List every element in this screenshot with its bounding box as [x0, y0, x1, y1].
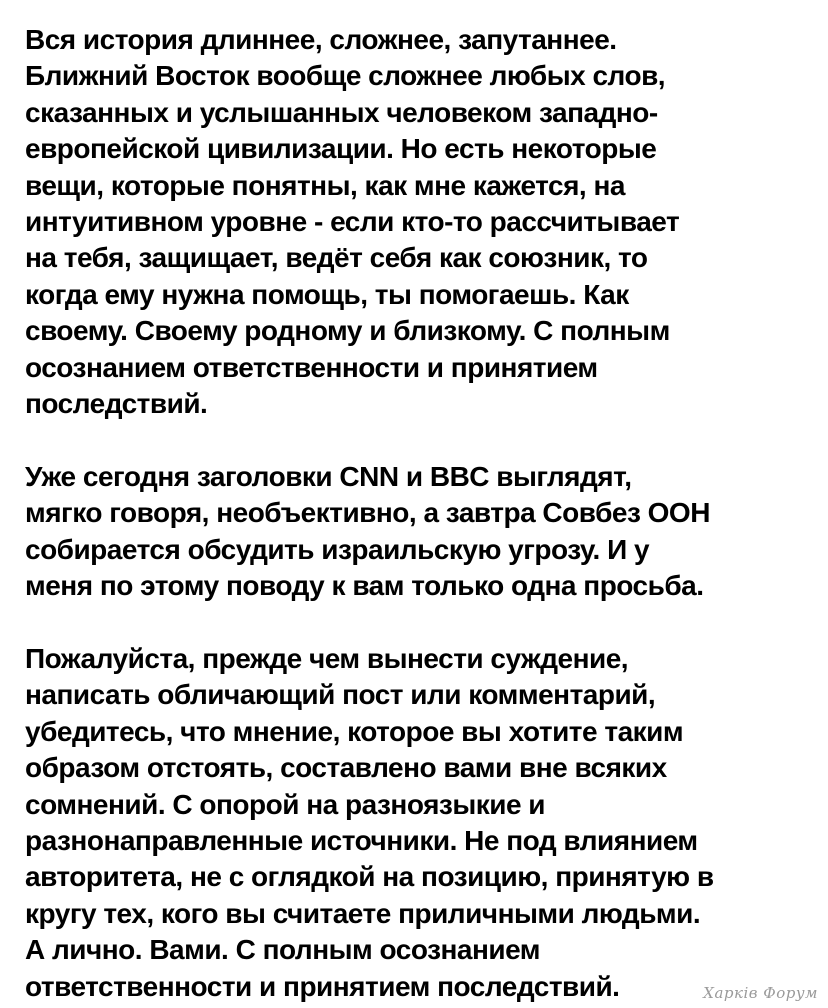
paragraph-1 [25, 22, 815, 422]
text-line: Пожалуйста, прежде чем вынести суждение, [25, 642, 629, 674]
text-line: ответственности и принятием последствий. [25, 970, 620, 1002]
text-line: разнонаправленные источники. Не под влиянием [25, 824, 698, 856]
text-line: вещи, которые понятны, как мне кажется, на [25, 169, 625, 201]
text-line: сомнений. С опорой на разноязыкие и [25, 788, 546, 820]
text-line: Уже сегодня заголовки CNN и BBC выглядят, [25, 460, 632, 492]
text-line: Ближний Восток вообще сложнее любых слов, [25, 60, 666, 92]
text-line: меня по этому поводу к вам только одна просьба. [25, 570, 704, 602]
text-line: сказанных и услышанных человеком западно- [25, 96, 658, 128]
text-line: кругу тех, кого вы считаете приличными людьми. [25, 897, 701, 929]
text-line: написать обличающий пост или комментарий, [25, 679, 656, 711]
text-line: А лично. Вами. С полным осознанием [25, 934, 541, 966]
text-line: собирается обсудить израильскую угрозу. И у [25, 533, 650, 565]
text-line: осознанием ответственности и принятием [25, 351, 598, 383]
text-line: мягко говоря, необъективно, а завтра Совбез ООН [25, 497, 710, 529]
text-line: своему. Своему родному и близкому. С полным [25, 315, 670, 347]
paragraph-2 [25, 459, 815, 605]
text-line: интуитивном уровне - если кто-то рассчитывает [25, 206, 680, 238]
text-line: европейской цивилизации. Но есть некоторые [25, 133, 657, 165]
watermark: Харків Форум [703, 984, 818, 1002]
document-body [25, 22, 815, 1005]
text-line: образом отстоять, составлено вами вне всяких [25, 752, 667, 784]
text-line: Вся история длиннее, сложнее, запутаннее. [25, 24, 617, 55]
text-line: когда ему нужна помощь, ты помогаешь. Как [25, 278, 629, 310]
text-line: авторитета, не с оглядкой на позицию, принятую в [25, 861, 714, 893]
text-line: последствий. [25, 388, 208, 420]
text-line: убедитесь, что мнение, которое вы хотите таким [25, 715, 684, 747]
text-line: на тебя, защищает, ведёт себя как союзник, то [25, 242, 648, 274]
paragraph-3 [25, 641, 815, 1005]
